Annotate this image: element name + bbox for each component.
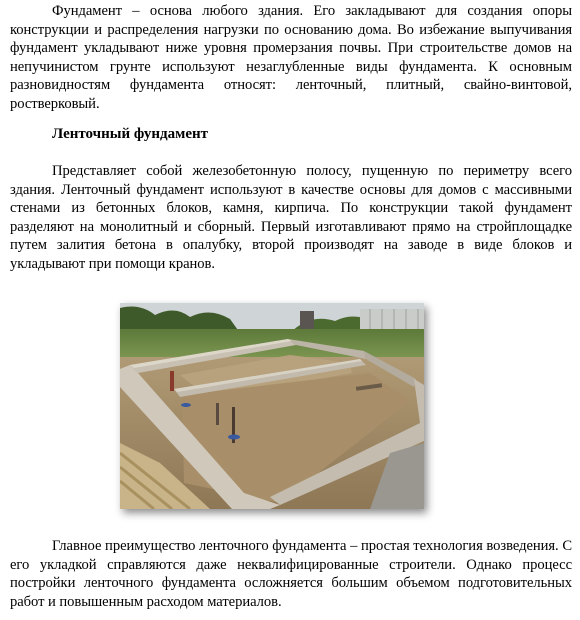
shed: [300, 311, 314, 331]
paragraph-advantages: Главное преимущество ленточного фундамента – простая технология возведения. С его укладкой справляются даже неквалифицированные строители. Однако процесс постройки ленточного фундамента осложняется большим объемом подготовительных работ и повышенным расходом материалов.: [10, 538, 572, 610]
section-heading: Ленточный фундамент: [52, 126, 208, 142]
strip-foundation-photo: [120, 303, 424, 509]
paragraph-description: Представляет собой железобетонную полосу, пущенную по периметру всего здания. Ленточный фундамент используют в качестве основы для домов с массивными стенами из бетонных блоков, камня, кирпича. По конструкции такой фундамент разделяют на монолитный и сборный. Первый изготавливают прямо на стройплощадке путем залития бетона в опалубку, второй производят на заводе в виде блоков и укладывают при помощи кранов.: [10, 163, 572, 272]
photo-illustration: [120, 303, 424, 509]
paragraph-intro: Фундамент – основа любого здания. Его закладывают для создания опоры конструкции и распределения нагрузки по основанию дома. Во избежание выпучивания фундамент укладывают ниже уровня промерзания почвы. При строительстве домов на непучинистом грунте используют незаглубленные виды фундамента. К основным разновидностям фундамента относят: ленточный, плитный, свайно-винтовой, ростверковый.: [10, 3, 572, 112]
rebar-post: [170, 371, 174, 391]
